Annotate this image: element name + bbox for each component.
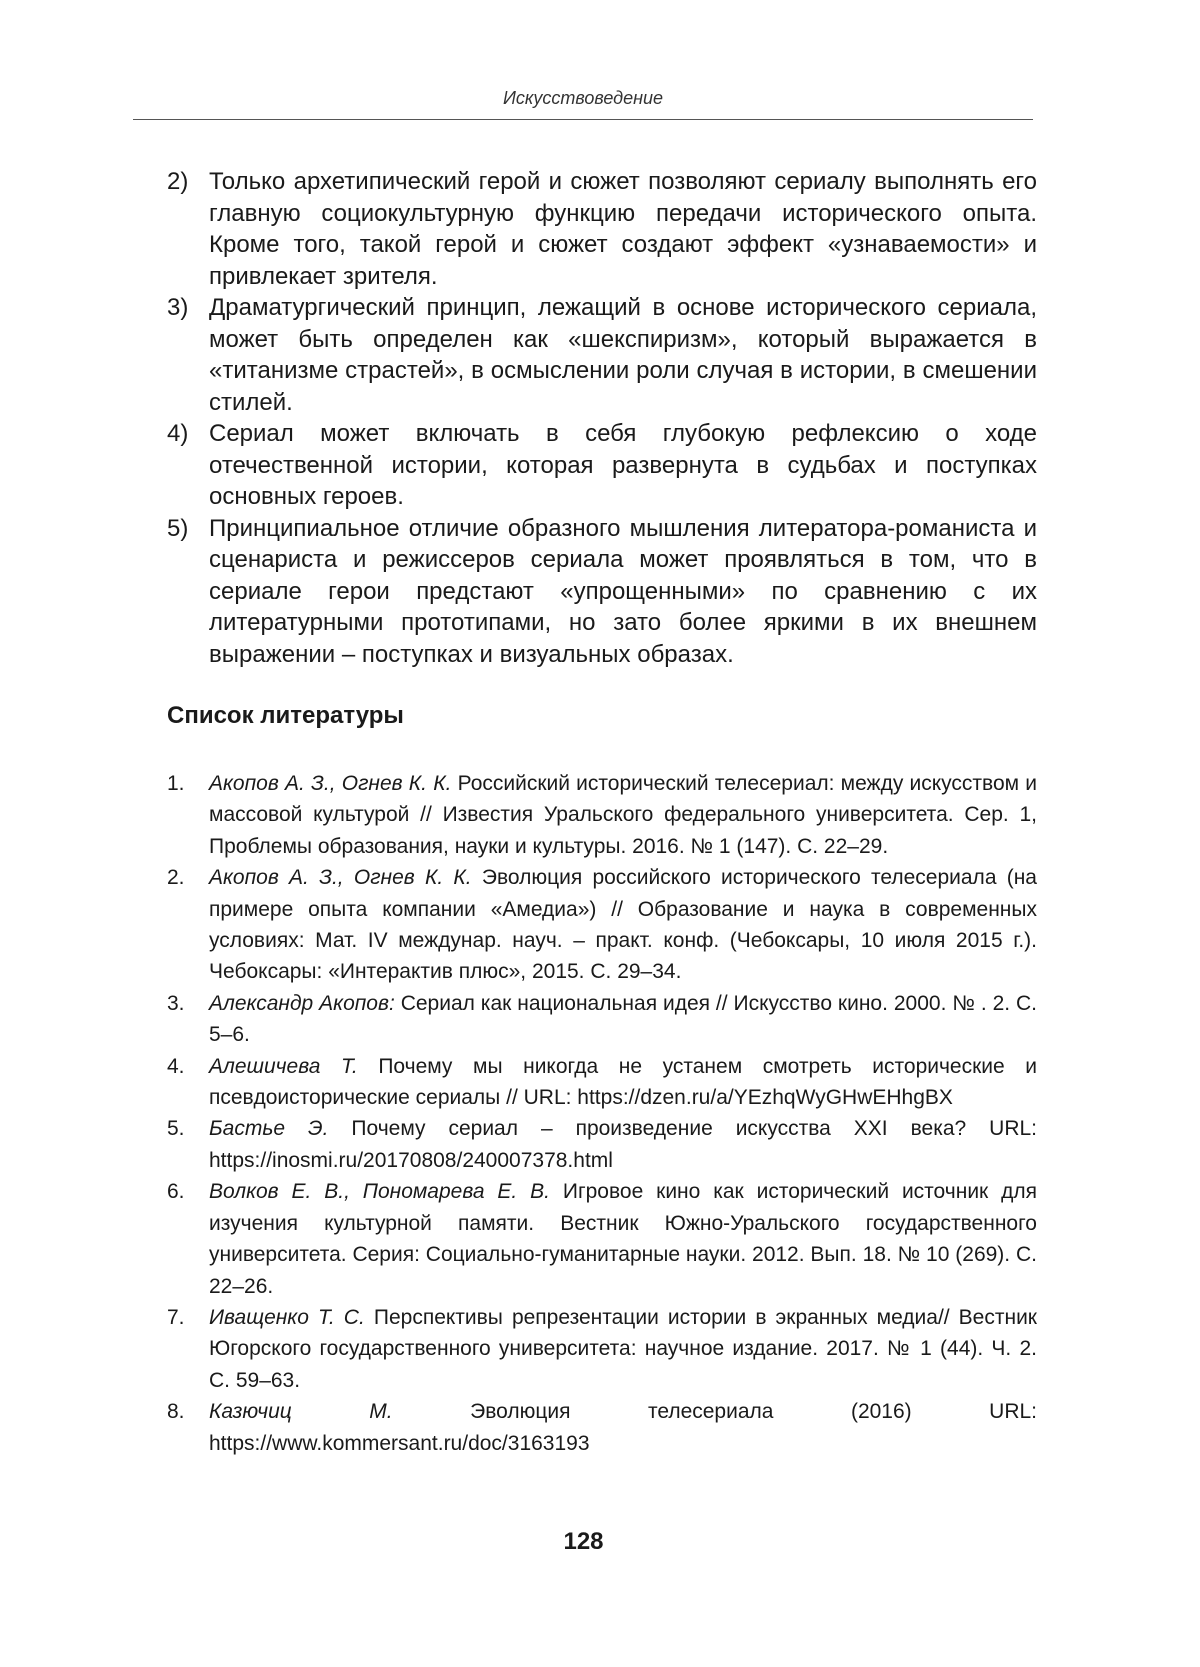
reference-item xyxy=(167,1176,1037,1302)
reference-authors: Казючиц М. xyxy=(209,1400,393,1424)
reference-number: 6. xyxy=(167,1180,185,1204)
conclusions-list xyxy=(167,166,1037,670)
reference-text: Почему мы никогда не устанем смотреть исторические и псевдоисторические сериалы // URL: https://dzen.ru/a/YEzhqWyGHwEHhgBX xyxy=(209,1054,1038,1110)
reference-authors: Алешичева Т. xyxy=(209,1054,358,1078)
conclusion-number: 5) xyxy=(167,514,189,542)
reference-text: Игровое кино как исторический источник для изучения культурной памяти. Вестник Южно-Уральского государственного университета. Серия: Социально-гуманитарные науки. 2012. Вып. 18. № 10 (269). С. 22–26. xyxy=(209,1180,1037,1298)
conclusion-number: 4) xyxy=(167,420,189,447)
running-title: Искусствоведение xyxy=(502,88,664,108)
reference-text: Сериал как национальная идея // Искусство кино. 2000. № . 2. С. 5–6. xyxy=(209,991,1038,1047)
references-list xyxy=(167,768,1037,1459)
reference-item xyxy=(167,1396,1037,1459)
reference-item xyxy=(167,768,1037,862)
reference-number: 5. xyxy=(167,1117,185,1141)
reference-number: 3. xyxy=(167,991,185,1015)
conclusion-text: Только архетипический герой и сюжет позволяют сериалу выполнять его главную социокультурную функцию передачи исторического опыта. Кроме того, такой герой и сюжет создают эффект «узнаваемости» и привлекает зрителя. xyxy=(209,168,1037,290)
conclusion-text: Принципиальное отличие образного мышления литератора-романиста и сценариста и режиссеров сериала может проявляться в том, что в сериале герои предстают «упрощенными» по сравнению с их литературными прототипами, но зато более яркими в их внешнем выражении – поступках и визуальных образах. xyxy=(209,514,1037,668)
reference-item xyxy=(167,1051,1037,1114)
reference-number: 4. xyxy=(167,1054,185,1078)
reference-text: Эволюция российского исторического телесериала (на примере опыта компании «Амедиа») // Образование и наука в современных условиях: Мат. IV междунар. науч. – практ. конф. (Чебоксары, 10 июля 2015 г.). Чебоксары: «Интерактив плюс», 2015. С. 29–34. xyxy=(209,866,1037,984)
page-number: 128 xyxy=(563,1528,604,1555)
conclusion-item xyxy=(167,418,1037,513)
reference-authors: Акопов А. З., Огнев К. К. xyxy=(209,772,452,795)
reference-authors: Волков Е. В., Пономарева Е. В. xyxy=(209,1180,550,1204)
reference-item xyxy=(167,1113,1037,1176)
reference-number: 2. xyxy=(167,866,185,890)
conclusion-item xyxy=(167,513,1037,671)
reference-text: Эволюция телесериала (2016) URL: https://www.kommersant.ru/doc/3163193 xyxy=(209,1400,1037,1455)
conclusion-item xyxy=(167,166,1037,292)
references-heading: Список литературы xyxy=(167,702,404,729)
reference-text: Почему сериал – произведение искусства XXI века? URL: https://inosmi.ru/20170808/240007378.html xyxy=(209,1117,1038,1172)
reference-item xyxy=(167,862,1037,988)
reference-item xyxy=(167,1302,1037,1396)
header-rule xyxy=(133,119,1033,120)
reference-authors: Александр Акопов: xyxy=(209,991,395,1015)
conclusion-text: Сериал может включать в себя глубокую рефлексию о ходе отечественной истории, которая развернута в судьбах и поступках основных героев. xyxy=(209,420,1037,510)
conclusion-number: 2) xyxy=(167,168,189,195)
reference-authors: Акопов А. З., Огнев К. К. xyxy=(209,866,472,890)
conclusion-item xyxy=(167,292,1037,418)
reference-item xyxy=(167,988,1037,1051)
reference-authors: Иващенко Т. С. xyxy=(209,1305,365,1329)
reference-authors: Бастье Э. xyxy=(209,1117,329,1141)
conclusion-number: 3) xyxy=(167,294,189,321)
reference-number: 8. xyxy=(167,1400,185,1424)
reference-text: Перспективы репрезентации истории в экранных медиа// Вестник Югорского государственного университета: научное издание. 2017. № 1 (44). Ч. 2. С. 59–63. xyxy=(209,1305,1037,1392)
reference-number: 7. xyxy=(167,1305,185,1329)
reference-number: 1. xyxy=(167,772,185,795)
conclusion-text: Драматургический принцип, лежащий в основе исторического сериала, может быть определен как «шекспиризм», который выражается в «титанизме страстей», в осмыслении роли случая в истории, в смешении стилей. xyxy=(209,294,1037,416)
reference-text: Российский исторический телесериал: между искусством и массовой культурой // Известия Уральского федерального университета. Сер. 1, Проблемы образования, науки и культуры. 2016. № 1 (147). С. 22–29. xyxy=(209,772,1037,858)
